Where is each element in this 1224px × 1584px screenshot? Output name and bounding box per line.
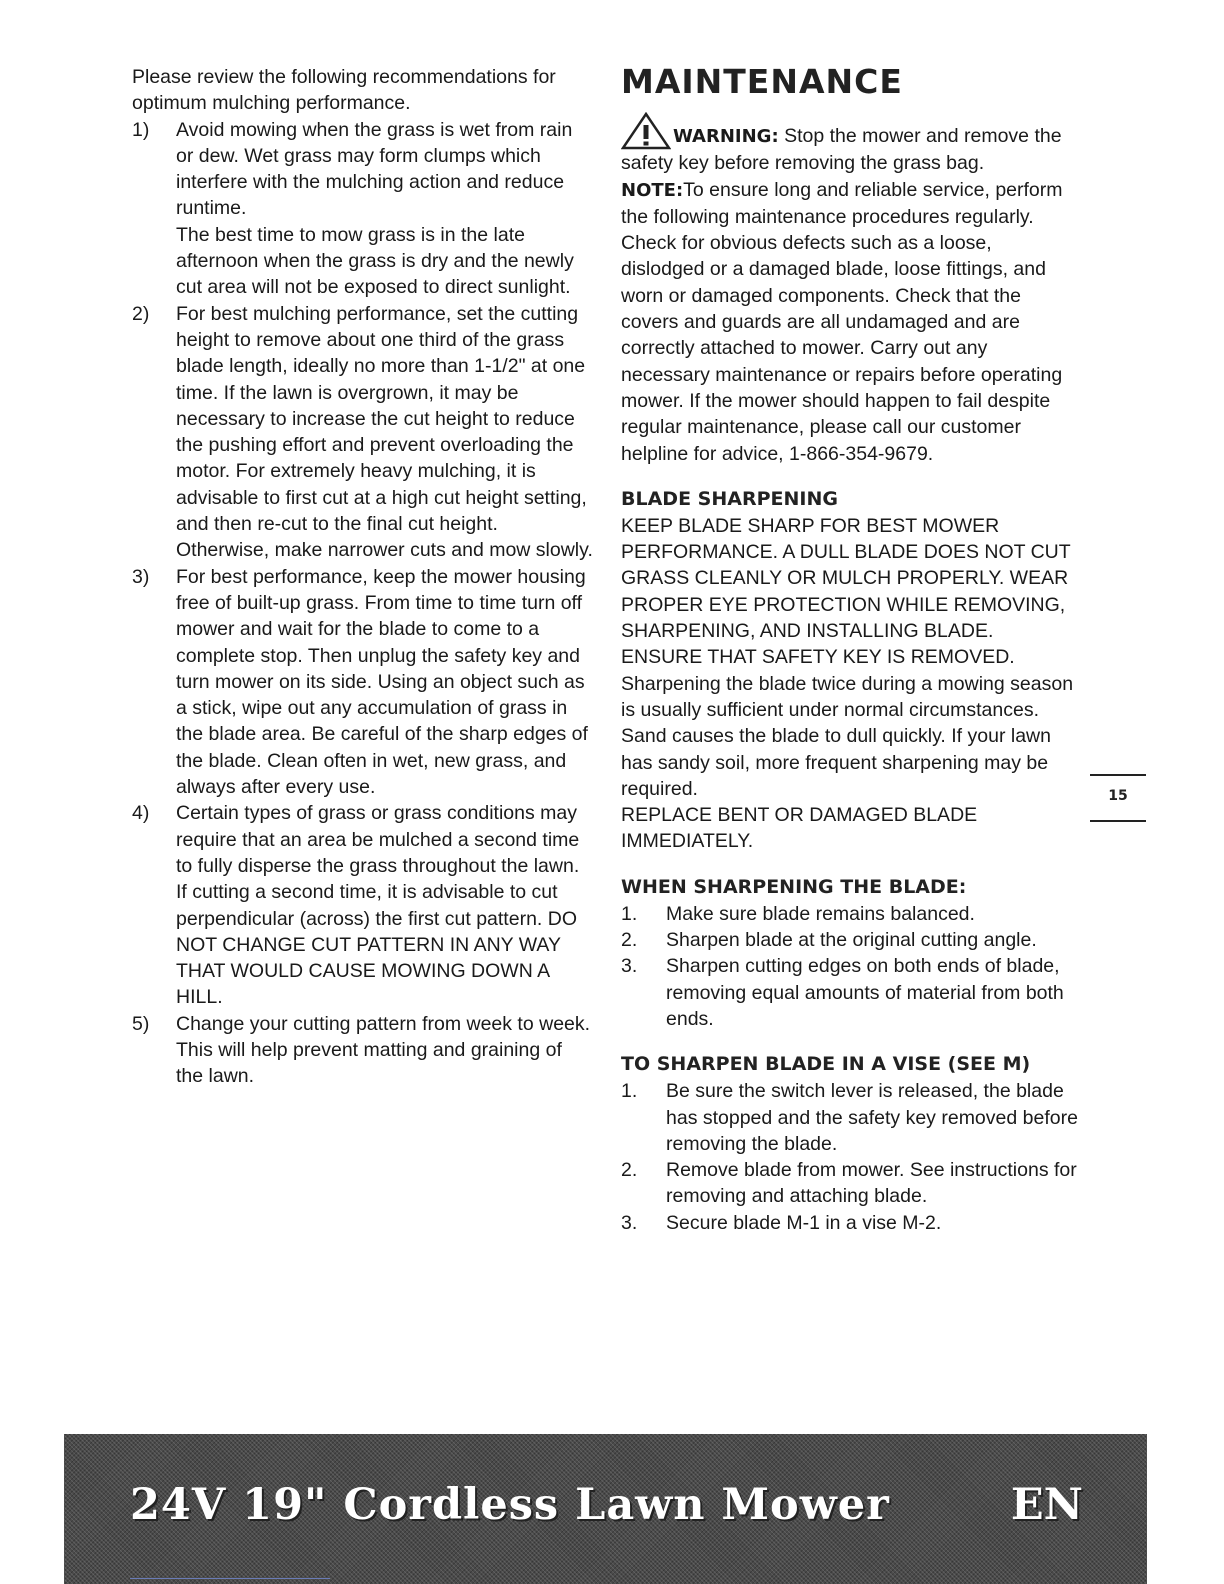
item-text: Change your cutting pattern from week to week. This will help prevent matting and graining of the lawn.	[176, 1012, 591, 1088]
item-number: 2.	[621, 929, 638, 952]
vise-heading: TO SHARPEN BLADE IN A VISE (SEE M)	[621, 1053, 1031, 1076]
list-item	[621, 901, 1079, 927]
left-column	[132, 64, 594, 1090]
item-number: 1)	[132, 118, 150, 141]
list-item	[132, 1011, 594, 1090]
item-text: Be sure the switch lever is released, the blade has stopped and the safety key removed before removing the blade.	[666, 1080, 1078, 1155]
item-number: 2)	[132, 302, 150, 325]
section-title: MAINTENANCE	[621, 62, 903, 101]
item-number: 4)	[132, 802, 150, 825]
list-item	[621, 1078, 1079, 1157]
item-text: Certain types of grass or grass conditions may require that an area be mulched a second time to fully disperse the grass throughout the lawn.	[176, 802, 580, 877]
list-item	[621, 927, 1079, 953]
item-number: 3.	[621, 955, 638, 978]
item-text: Sharpen blade at the original cutting angle.	[666, 929, 1037, 952]
list-item	[621, 953, 1079, 1032]
item-number: 2.	[621, 1159, 638, 1182]
item-number: 1.	[621, 902, 638, 925]
list-item	[621, 1157, 1079, 1210]
item-text: THAT WOULD CAUSE MOWING DOWN A HILL.	[176, 960, 550, 1009]
page-number: 15	[1108, 788, 1128, 804]
page-number-tab	[1090, 774, 1146, 822]
when-sharpening-heading: WHEN SHARPENING THE BLADE:	[621, 875, 967, 898]
footer-rule	[130, 1578, 330, 1579]
item-text: Remove blade from mower. See instructions for removing and attaching blade.	[666, 1159, 1077, 1208]
note-text: To ensure long and reliable service, perform the following maintenance procedures regularly. Check for obvious defects such as a loose, dislodged or a damaged blade, loose fittings, and worn or damaged components. Check that the covers and guards are all undamaged and are correctly attached to mower. Carry out any necessary maintenance or repairs before operating mower. If the mower should happen to fail despite regular maintenance, please call our customer helpline for advice, 1-866-354-9679.	[621, 178, 1063, 465]
intro-text: Please review the following recommendations for optimum mulching performance.	[132, 66, 556, 115]
item-text: For best mulching performance, set the cutting height to remove about one third of the grass blade length, ideally no more than 1-1/2" at one time. If the lawn is overgrown, it may be necessary to increase the cut height to reduce the pushing effort and prevent overloading the motor. For extremely heavy mulching, it is advisable to first cut at a high cut height setting, and then re-cut to the final cut height. Otherwise, make narrower cuts and mow slowly.	[176, 302, 593, 562]
item-number: 3)	[132, 565, 150, 588]
list-item	[621, 1210, 1079, 1236]
blade-replace-text: REPLACE BENT OR DAMAGED BLADE IMMEDIATELY.	[621, 804, 978, 853]
list-item	[132, 117, 594, 301]
list-item	[132, 800, 594, 1010]
item-text: The best time to mow grass is in the late afternoon when the grass is dry and the newly cut area will not be exposed to direct sunlight.	[176, 223, 574, 299]
item-number: 1.	[621, 1080, 638, 1103]
item-text: Sharpen cutting edges on both ends of blade, removing equal amounts of material from both ends.	[666, 955, 1064, 1030]
note-label: NOTE:	[621, 179, 684, 201]
item-text: Make sure blade remains balanced.	[666, 902, 975, 925]
item-number: 3.	[621, 1211, 638, 1234]
footer-language-code: EN	[1010, 1480, 1083, 1530]
warning-paragraph	[621, 112, 1079, 177]
list-item	[132, 564, 594, 801]
item-text: If cutting a second time, it is advisable to cut perpendicular (across) the first cut pattern. DO NOT CHANGE CUT PATTERN IN ANY WAY	[176, 881, 577, 956]
footer-product-title: 24V 19" Cordless Lawn Mower	[130, 1480, 890, 1530]
item-text: Avoid mowing when the grass is wet from rain or dew. Wet grass may form clumps which interfere with the mulching action and reduce runtime.	[176, 118, 573, 220]
warning-text: Stop the mower and remove the safety key before removing the grass bag.	[621, 125, 1062, 175]
blade-caps-text: KEEP BLADE SHARP FOR BEST MOWER PERFORMANCE. A DULL BLADE DOES NOT CUT GRASS CLEANLY OR MULCH PROPERLY. WEAR PROPER EYE PROTECTION WHILE REMOVING, SHARPENING, AND INSTALLING BLADE. ENSURE THAT SAFETY KEY IS REMOVED.	[621, 514, 1071, 669]
blade-sharpening-heading: BLADE SHARPENING	[621, 487, 838, 510]
footer-banner	[64, 1434, 1147, 1584]
item-number: 5)	[132, 1012, 150, 1035]
item-text: Secure blade M-1 in a vise M-2.	[666, 1211, 942, 1234]
right-column	[621, 64, 1079, 1236]
item-text: For best performance, keep the mower housing free of built-up grass. From time to time turn off mower and wait for the blade to come to a complete stop. Then unplug the safety key and turn mower on its side. Using an object such as a stick, wipe out any accumulation of grass in the blade area. Be careful of the sharp edges of the blade. Clean often in wet, new grass, and always after every use.	[176, 565, 588, 799]
warning-label: WARNING:	[673, 126, 779, 147]
note-paragraph	[621, 177, 1079, 467]
list-item	[132, 301, 594, 564]
warning-triangle-icon	[621, 112, 671, 150]
blade-paragraph: Sharpening the blade twice during a mowing season is usually sufficient under normal circumstances. Sand causes the blade to dull quickly. If your lawn has sandy soil, more frequent sharpening may be required.	[621, 672, 1074, 800]
